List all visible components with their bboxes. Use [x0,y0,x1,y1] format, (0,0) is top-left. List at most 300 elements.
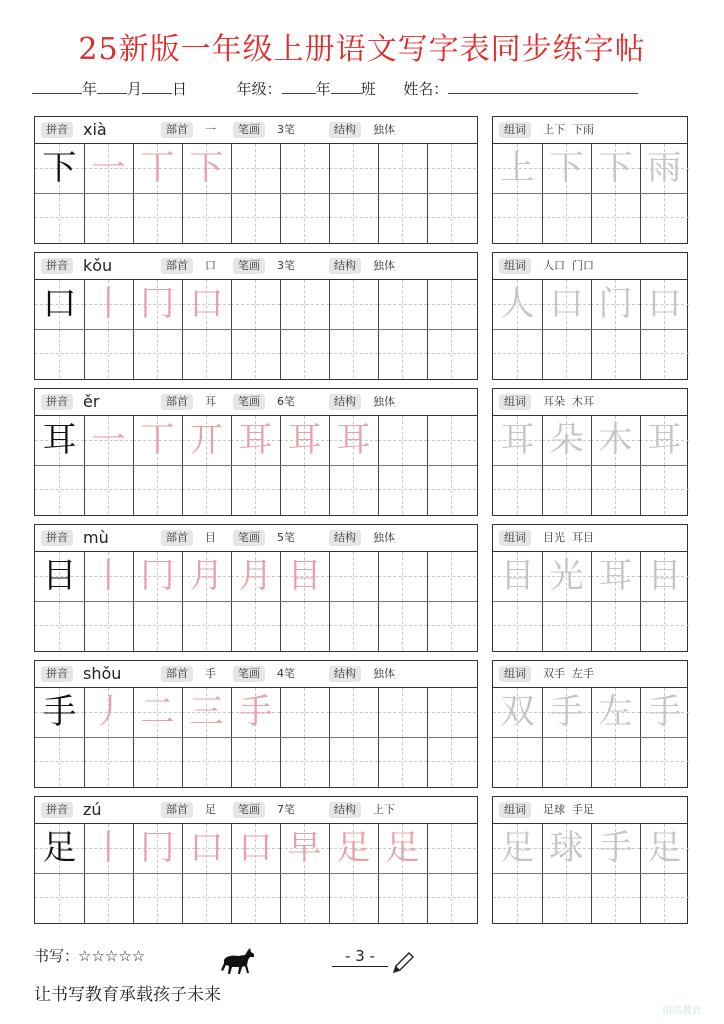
class-blank[interactable] [331,79,361,94]
grid-guide-horizontal [329,168,378,169]
practice-cell[interactable] [329,601,378,650]
grid-guide-horizontal [378,304,427,305]
words-cell[interactable] [591,465,640,514]
word-trace-character: 光 [549,556,584,596]
words-cell[interactable] [591,329,640,378]
practice-cell[interactable] [231,737,280,786]
structure-tag: 结构 [329,530,361,546]
practice-cell[interactable] [329,193,378,242]
practice-cell[interactable] [280,552,329,601]
practice-cell[interactable] [84,873,133,922]
grid-guide-horizontal [640,897,689,898]
practice-cell[interactable] [231,416,280,465]
words-cell[interactable] [640,416,689,465]
grid-guide-horizontal [542,217,591,218]
practice-cell[interactable] [35,193,84,242]
practice-cell[interactable] [182,873,231,922]
words-tag: 组词 [499,530,531,546]
grid-guide-horizontal [231,625,280,626]
practice-cell[interactable] [427,601,476,650]
practice-cell[interactable] [231,329,280,378]
practice-cell[interactable] [329,280,378,329]
words-cell[interactable] [542,465,591,514]
grid-guide-horizontal [378,761,427,762]
words-cell[interactable] [591,873,640,922]
practice-box [34,388,478,516]
practice-cell[interactable] [427,737,476,786]
grid-guide-horizontal [231,761,280,762]
strokes-tag: 笔画 [233,394,265,410]
practice-box [34,524,478,652]
words-box [492,524,688,652]
practice-cell[interactable] [280,193,329,242]
practice-cell[interactable] [133,193,182,242]
practice-cell[interactable] [182,688,231,737]
practice-cell[interactable] [84,552,133,601]
month-label: 月 [127,80,143,98]
grid-guide-horizontal [35,625,84,626]
practice-cell[interactable] [35,280,84,329]
words-cell[interactable] [640,552,689,601]
pinyin-value: shǒu [83,664,122,683]
stroke-order-step: 丨 [91,828,126,868]
word-trace-character: 耳 [647,420,682,460]
row-divider [493,737,687,738]
practice-cell[interactable] [231,688,280,737]
practice-cell[interactable] [133,465,182,514]
practice-cell[interactable] [427,280,476,329]
practice-cell[interactable] [427,824,476,873]
practice-cell[interactable] [133,280,182,329]
grid-guide-horizontal [35,353,84,354]
practice-box [34,116,478,244]
grid-guide-horizontal [427,168,476,169]
model-character: 耳 [42,420,77,460]
practice-cell[interactable] [378,280,427,329]
practice-cell[interactable] [84,601,133,650]
practice-cell[interactable] [84,465,133,514]
words-box [492,252,688,380]
practice-cell[interactable] [280,873,329,922]
words-cell[interactable] [542,552,591,601]
word-trace-character: 手 [647,692,682,732]
grid-guide-horizontal [35,217,84,218]
word-trace-character: 下 [598,148,633,188]
practice-cell[interactable] [182,601,231,650]
practice-cell[interactable] [182,280,231,329]
word-trace-character: 下 [549,148,584,188]
practice-cell[interactable] [133,873,182,922]
model-character: 手 [42,692,77,732]
year-blank[interactable] [32,79,82,94]
row-divider [35,737,477,738]
word-trace-character: 上 [500,148,535,188]
words-tag: 组词 [499,122,531,138]
strokes-value: 6笔 [277,395,295,408]
words-cell[interactable] [493,280,542,329]
grid-guide-horizontal [591,761,640,762]
words-cell[interactable] [640,601,689,650]
slogan: 让书写教育承载孩子未来 [34,985,221,1005]
grid-guide-horizontal [542,489,591,490]
grid-guide-horizontal [640,761,689,762]
radical-tag: 部首 [161,530,193,546]
words-cell[interactable] [542,416,591,465]
practice-header [35,117,477,144]
grid-guide-horizontal [591,217,640,218]
words-cell[interactable] [640,824,689,873]
grid-guide-horizontal [427,712,476,713]
practice-cell[interactable] [427,193,476,242]
practice-cell[interactable] [378,737,427,786]
practice-cell[interactable] [329,552,378,601]
row-divider [35,601,477,602]
words-cell[interactable] [493,144,542,193]
practice-cell[interactable] [427,144,476,193]
practice-cell[interactable] [35,737,84,786]
practice-cell[interactable] [35,416,84,465]
month-blank[interactable] [97,79,127,94]
practice-cell[interactable] [231,465,280,514]
stroke-order-step: 手 [238,692,273,732]
row-divider [493,193,687,194]
radical-value: 一 [205,123,216,136]
grid-guide-horizontal [378,576,427,577]
stroke-order-step: 冂 [140,284,175,324]
stroke-order-step: 口 [189,284,224,324]
name-label: 姓名： [403,80,449,98]
grid-guide-horizontal [378,217,427,218]
stroke-order-step: 足 [385,828,420,868]
practice-cell[interactable] [84,329,133,378]
word-trace-character: 足 [647,828,682,868]
words-cell[interactable] [640,688,689,737]
words-header [493,525,687,552]
words-cell[interactable] [591,416,640,465]
structure-tag: 结构 [329,258,361,274]
words-cell[interactable] [542,873,591,922]
practice-cell[interactable] [378,552,427,601]
practice-cell[interactable] [280,329,329,378]
rating-stars[interactable]: ☆☆☆☆☆ [78,947,146,965]
grid-guide-horizontal [640,625,689,626]
radical-tag: 部首 [161,394,193,410]
words-box [492,388,688,516]
stroke-order-step: 口 [189,828,224,868]
practice-cell[interactable] [84,144,133,193]
words-cell[interactable] [640,280,689,329]
grid-guide-horizontal [35,897,84,898]
practice-cell[interactable] [427,873,476,922]
words-cell[interactable] [542,601,591,650]
words-cell[interactable] [493,329,542,378]
practice-cell[interactable] [427,329,476,378]
words-cell[interactable] [493,737,542,786]
structure-tag: 结构 [329,122,361,138]
words-cell[interactable] [493,552,542,601]
words-header [493,253,687,280]
practice-cell[interactable] [280,416,329,465]
words-cell[interactable] [640,465,689,514]
practice-cell[interactable] [35,824,84,873]
words-cell[interactable] [591,144,640,193]
writing-label: 书写： [34,947,80,965]
horse-icon [218,946,258,980]
practice-cell[interactable] [427,688,476,737]
words-cell[interactable] [542,329,591,378]
words-cell[interactable] [591,552,640,601]
practice-cell[interactable] [378,601,427,650]
practice-cell[interactable] [280,824,329,873]
practice-cell[interactable] [133,416,182,465]
words-cell[interactable] [640,873,689,922]
pinyin-tag: 拼音 [41,666,73,682]
practice-cell[interactable] [427,552,476,601]
grid-guide-horizontal [35,489,84,490]
practice-cell[interactable] [231,873,280,922]
strokes-value: 5笔 [277,531,295,544]
grid-guide-horizontal [133,489,182,490]
practice-cell[interactable] [35,552,84,601]
radical-value: 目 [205,531,216,544]
strokes-tag: 笔画 [233,122,265,138]
practice-cell[interactable] [280,144,329,193]
practice-cell[interactable] [182,737,231,786]
words-cell[interactable] [591,824,640,873]
words-cell[interactable] [591,193,640,242]
word-trace-character: 手 [598,828,633,868]
stroke-order-step: 月 [189,556,224,596]
grid-guide-horizontal [280,489,329,490]
structure-value: 上下 [373,803,395,816]
words-cell[interactable] [640,737,689,786]
grid-guide-horizontal [231,489,280,490]
model-character: 口 [42,284,77,324]
practice-cell[interactable] [182,552,231,601]
practice-cell[interactable] [182,144,231,193]
grid-guide-horizontal [182,217,231,218]
words-cell[interactable] [493,416,542,465]
word-trace-character: 口 [549,284,584,324]
words-cell[interactable] [591,688,640,737]
grid-guide-horizontal [280,353,329,354]
practice-cell[interactable] [84,416,133,465]
grid-guide-horizontal [493,761,542,762]
words-cell[interactable] [542,737,591,786]
practice-cell[interactable] [84,193,133,242]
name-blank[interactable] [448,79,638,94]
words-cell[interactable] [542,824,591,873]
practice-cell[interactable] [182,465,231,514]
practice-cell[interactable] [133,824,182,873]
practice-cell[interactable] [427,465,476,514]
stroke-order-step: 二 [140,692,175,732]
radical-tag: 部首 [161,802,193,818]
practice-cell[interactable] [329,465,378,514]
words-cell[interactable] [493,873,542,922]
practice-cell[interactable] [133,601,182,650]
practice-cell[interactable] [84,824,133,873]
practice-cell[interactable] [378,873,427,922]
words-cell[interactable] [640,144,689,193]
practice-cell[interactable] [231,601,280,650]
radical-tag: 部首 [161,122,193,138]
grid-guide-horizontal [591,489,640,490]
practice-cell[interactable] [280,601,329,650]
practice-cell[interactable] [133,552,182,601]
practice-cell[interactable] [329,688,378,737]
words-header [493,117,687,144]
grid-guide-horizontal [427,304,476,305]
practice-cell[interactable] [378,465,427,514]
stroke-order-step: 一 [91,148,126,188]
practice-cell[interactable] [182,329,231,378]
practice-cell[interactable] [133,688,182,737]
radical-tag: 部首 [161,258,193,274]
grid-guide-horizontal [640,217,689,218]
practice-cell[interactable] [280,737,329,786]
radical-tag: 部首 [161,666,193,682]
practice-cell[interactable] [35,144,84,193]
grid-guide-horizontal [427,489,476,490]
strokes-tag: 笔画 [233,802,265,818]
grid-guide-horizontal [427,217,476,218]
practice-cell[interactable] [182,193,231,242]
words-cell[interactable] [493,193,542,242]
grid-guide-horizontal [591,353,640,354]
pinyin-tag: 拼音 [41,394,73,410]
practice-cell[interactable] [329,873,378,922]
practice-cell[interactable] [329,329,378,378]
words-box [492,116,688,244]
grade-blank[interactable] [282,79,316,94]
page-title: 25新版一年级上册语文写字表同步练字帖 [78,32,646,67]
word-trace-character: 球 [549,828,584,868]
practice-cell[interactable] [35,873,84,922]
grid-guide-horizontal [329,353,378,354]
practice-cell[interactable] [35,465,84,514]
practice-cell[interactable] [280,465,329,514]
day-blank[interactable] [142,79,172,94]
lesson-block [34,660,686,788]
practice-cell[interactable] [280,280,329,329]
word-trace-character: 雨 [647,148,682,188]
word-trace-character: 木 [598,420,633,460]
practice-cell[interactable] [35,688,84,737]
practice-cell[interactable] [231,144,280,193]
practice-cell[interactable] [133,737,182,786]
grid-guide-horizontal [591,625,640,626]
practice-cell[interactable] [133,329,182,378]
practice-cell[interactable] [182,416,231,465]
practice-cell[interactable] [378,329,427,378]
words-value: 双手 左手 [543,667,594,680]
structure-value: 独体 [373,395,395,408]
strokes-tag: 笔画 [233,258,265,274]
grid-guide-horizontal [133,897,182,898]
word-trace-character: 耳 [598,556,633,596]
grid-guide-horizontal [378,489,427,490]
practice-cell[interactable] [329,144,378,193]
row-divider [493,873,687,874]
words-cell[interactable] [591,601,640,650]
grade-suffix: 年 [315,80,331,98]
practice-cell[interactable] [84,280,133,329]
practice-cell[interactable] [329,737,378,786]
words-tag: 组词 [499,666,531,682]
practice-cell[interactable] [231,280,280,329]
words-cell[interactable] [493,688,542,737]
words-cell[interactable] [493,824,542,873]
structure-tag: 结构 [329,802,361,818]
practice-cell[interactable] [182,824,231,873]
grid-guide-horizontal [84,353,133,354]
words-cell[interactable] [542,144,591,193]
words-cell[interactable] [493,465,542,514]
words-cell[interactable] [542,688,591,737]
practice-cell[interactable] [231,193,280,242]
practice-cell[interactable] [231,552,280,601]
practice-cell[interactable] [231,824,280,873]
words-tag: 组词 [499,394,531,410]
grid-guide-horizontal [427,353,476,354]
practice-cell[interactable] [329,824,378,873]
grid-guide-horizontal [231,897,280,898]
strokes-value: 3笔 [277,259,295,272]
grid-guide-horizontal [640,353,689,354]
grid-guide-horizontal [542,625,591,626]
word-trace-character: 门 [598,284,633,324]
practice-cell[interactable] [35,329,84,378]
words-cell[interactable] [640,329,689,378]
practice-cell[interactable] [280,688,329,737]
stroke-order-step: 月 [238,556,273,596]
practice-cell[interactable] [378,688,427,737]
words-cell[interactable] [542,193,591,242]
pinyin-tag: 拼音 [41,122,73,138]
practice-cell[interactable] [378,416,427,465]
words-cell[interactable] [542,280,591,329]
practice-cell[interactable] [378,144,427,193]
model-character: 下 [42,148,77,188]
pinyin-tag: 拼音 [41,530,73,546]
grid-guide-horizontal [427,761,476,762]
words-value: 上下 下雨 [543,123,594,136]
grid-guide-horizontal [329,304,378,305]
practice-header [35,661,477,688]
practice-cell[interactable] [329,416,378,465]
practice-cell[interactable] [84,737,133,786]
words-cell[interactable] [591,737,640,786]
practice-cell[interactable] [84,688,133,737]
model-character: 目 [42,556,77,596]
grid-guide-horizontal [280,625,329,626]
practice-cell[interactable] [378,824,427,873]
practice-cell[interactable] [427,416,476,465]
practice-cell[interactable] [133,144,182,193]
grid-guide-horizontal [280,712,329,713]
grid-guide-horizontal [280,168,329,169]
word-trace-character: 足 [500,828,535,868]
strokes-tag: 笔画 [233,530,265,546]
words-cell[interactable] [591,280,640,329]
practice-header [35,389,477,416]
practice-cell[interactable] [378,193,427,242]
practice-cell[interactable] [35,601,84,650]
grid-guide-horizontal [182,625,231,626]
words-cell[interactable] [493,601,542,650]
words-cell[interactable] [640,193,689,242]
